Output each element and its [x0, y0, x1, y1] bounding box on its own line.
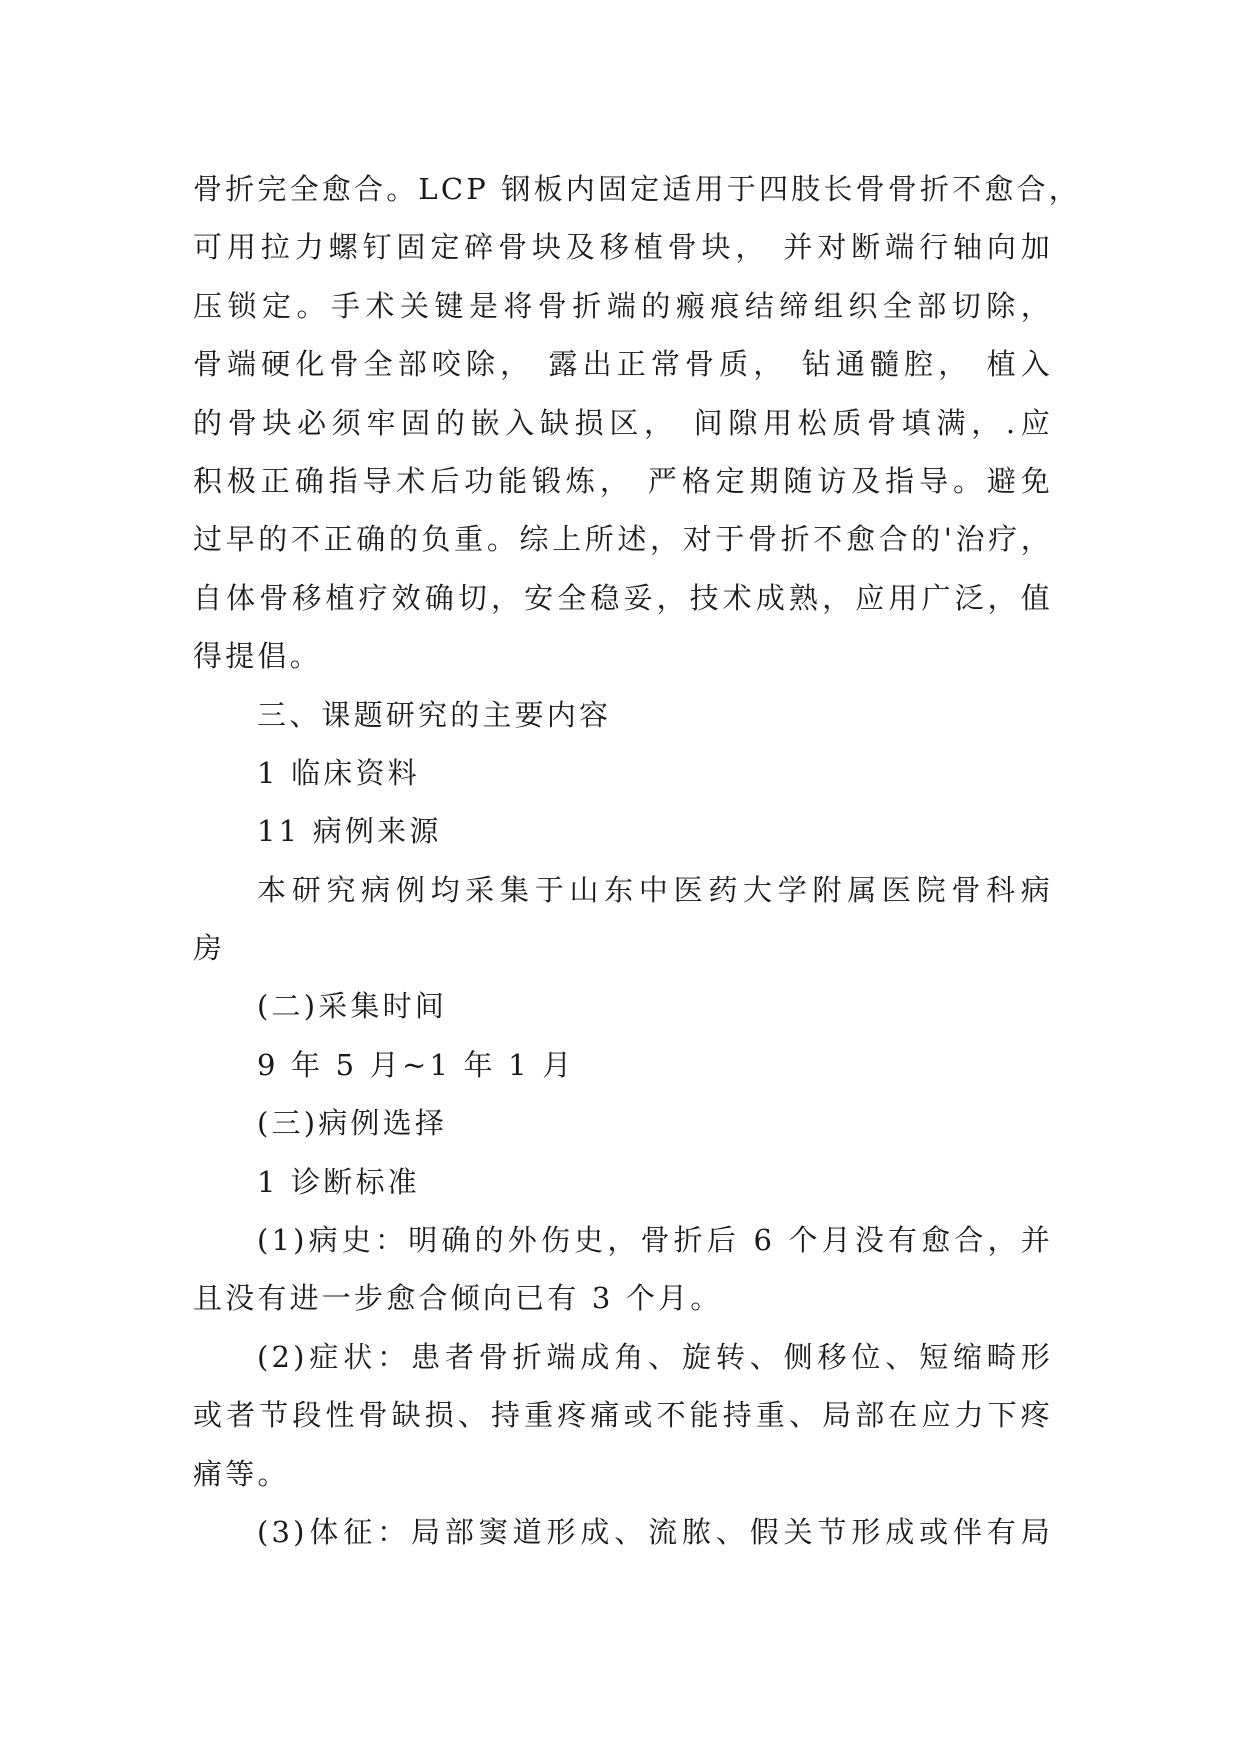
subheading-clinical-data: 1 临床资料 — [257, 755, 420, 790]
paragraph-line: 骨折完全愈合。LCP 钢板内固定适用于四肢长骨骨折不愈合， — [193, 172, 1081, 206]
section-heading: 三、课题研究的主要内容 — [257, 697, 612, 732]
paragraph-line: 过早的不正确的负重。综上所述，对于骨折不愈合的'治疗， — [193, 522, 1053, 557]
subheading-collection-time: (二)采集时间 — [257, 989, 448, 1024]
paragraph-line: (1)病史：明确的外伤史，骨折后 6 个月没有愈合，并 — [257, 1223, 1053, 1258]
paragraph-line: 或者节段性骨缺损、持重疼痛或不能持重、局部在应力下疼 — [193, 1398, 1053, 1433]
paragraph-line: 骨端硬化骨全部咬除， 露出正常骨质， 钻通髓腔， 植入 — [193, 347, 1053, 382]
paragraph-line: (3)体征：局部窦道形成、流脓、假关节形成或伴有局 — [257, 1514, 1053, 1549]
paragraph-line: 自体骨移植疗效确切，安全稳妥，技术成熟，应用广泛，值 — [193, 580, 1053, 615]
paragraph-line: 本研究病例均采集于山东中医药大学附属医院骨科病 — [257, 872, 1053, 907]
subheading-diagnostic-criteria: 1 诊断标准 — [257, 1164, 420, 1199]
subheading-case-selection: (三)病例选择 — [257, 1106, 448, 1141]
paragraph-line: 房 — [193, 931, 226, 966]
document-body — [193, 160, 1081, 1561]
collection-time-value: 9 年 5 月~1 年 1 月 — [257, 1047, 575, 1082]
paragraph-line: 痛等。 — [193, 1456, 290, 1491]
paragraph-line: 且没有进一步愈合倾向已有 3 个月。 — [193, 1281, 723, 1316]
paragraph-line: 压锁定。手术关键是将骨折端的瘢痕结缔组织全部切除， — [193, 288, 1053, 323]
subheading-case-source: 11 病例来源 — [257, 814, 442, 849]
paragraph-line: 得提倡。 — [193, 639, 322, 674]
paragraph-line: (2)症状：患者骨折端成角、旋转、侧移位、短缩畸形 — [257, 1339, 1053, 1374]
paragraph-line: 积极正确指导术后功能锻炼， 严格定期随访及指导。避免 — [193, 463, 1053, 498]
paragraph-line: 的骨块必须牢固的嵌入缺损区， 间隙用松质骨填满，.应 — [193, 405, 1053, 440]
paragraph-line: 可用拉力螺钉固定碎骨块及移植骨块， 并对断端行轴向加 — [193, 230, 1053, 265]
